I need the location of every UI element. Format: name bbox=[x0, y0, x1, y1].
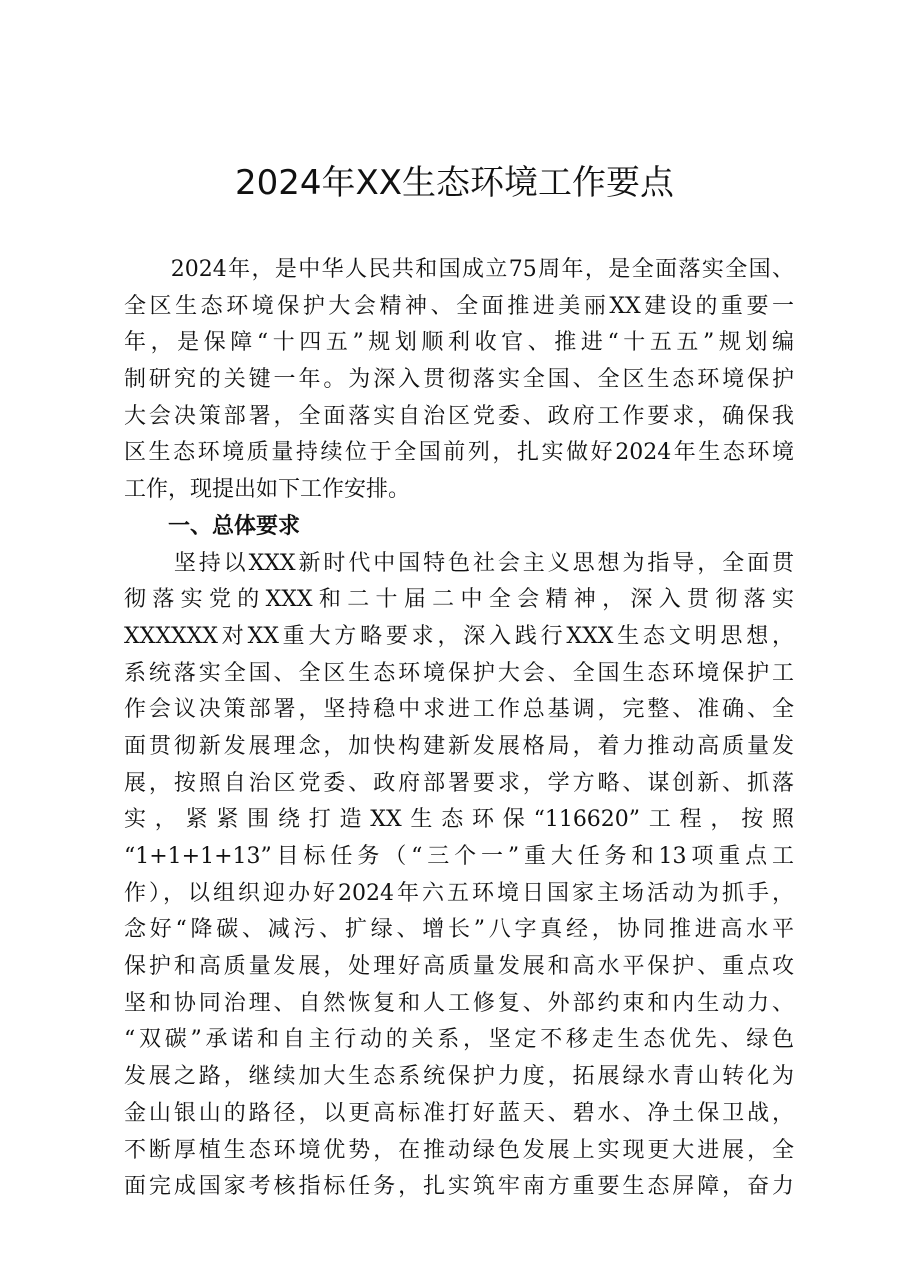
paragraph-line: 作），以组织迎办好2024年六五环境日国家主场活动为抓手， bbox=[124, 880, 794, 906]
paragraph-line: 面贯彻新发展理念，加快构建新发展格局，着力推动高质量发 bbox=[124, 733, 794, 759]
paragraph-line: 全区生态环境保护大会精神、全面推进美丽XX建设的重要一 bbox=[124, 293, 794, 319]
paragraph-line: “1+1+1+13”目标任务（“三个一”重大任务和13项重点工 bbox=[124, 844, 794, 869]
section-heading: 一、总体要求 bbox=[124, 513, 301, 539]
paragraph-line: 作会议决策部署，坚持稳中求进工作总基调，完整、准确、全 bbox=[124, 697, 794, 723]
paragraph-line: 金山银山的路径，以更高标准打好蓝天、碧水、净土保卫战， bbox=[124, 1100, 794, 1126]
paragraph-line: 工作，现提出如下工作安排。 bbox=[124, 477, 411, 503]
paragraph-line: 坚持以XXX新时代中国特色社会主义思想为指导，全面贯 bbox=[124, 550, 794, 576]
paragraph-line: 面完成国家考核指标任务，扎实筑牢南方重要生态屏障，奋力 bbox=[124, 1174, 794, 1200]
document-body bbox=[124, 252, 794, 1206]
paragraph-line: 不断厚植生态环境优势，在推动绿色发展上实现更大进展，全 bbox=[124, 1137, 794, 1163]
paragraph-line: 区生态环境质量持续位于全国前列，扎实做好2024年生态环境 bbox=[124, 440, 794, 466]
paragraph-line: XXXXXX对XX重大方略要求，深入践行XXX生态文明思想， bbox=[124, 623, 794, 649]
paragraph-line: 年，是保障“十四五”规划顺利收官、推进“十五五”规划编 bbox=[124, 330, 794, 356]
paragraph-line: 彻落实党的XXX和二十届二中全会精神，深入贯彻落实 bbox=[124, 587, 794, 613]
paragraph-line: 保护和高质量发展，处理好高质量发展和高水平保护、重点攻 bbox=[124, 954, 794, 980]
paragraph-line: 实，紧紧围绕打造XX生态环保“116620”工程，按照 bbox=[124, 807, 794, 833]
paragraph-line: 展，按照自治区党委、政府部署要求，学方略、谋创新、抓落 bbox=[124, 770, 794, 796]
paragraph-line: 制研究的关键一年。为深入贯彻落实全国、全区生态环境保护 bbox=[124, 367, 794, 393]
document-title: 2024年XX生态环境工作要点 bbox=[234, 163, 675, 203]
paragraph-line: “双碳”承诺和自主行动的关系，坚定不移走生态优先、绿色 bbox=[124, 1027, 794, 1053]
paragraph-line: 大会决策部署，全面落实自治区党委、政府工作要求，确保我 bbox=[124, 403, 794, 429]
paragraph-line: 2024年，是中华人民共和国成立75周年，是全面落实全国、 bbox=[124, 257, 794, 282]
paragraph-line: 系统落实全国、全区生态环境保护大会、全国生态环境保护工 bbox=[124, 660, 794, 686]
paragraph-line: 发展之路，继续加大生态系统保护力度，拓展绿水青山转化为 bbox=[124, 1064, 794, 1090]
paragraph-line: 念好“降碳、减污、扩绿、增长”八字真经，协同推进高水平 bbox=[124, 917, 794, 943]
paragraph-line: 坚和协同治理、自然恢复和人工修复、外部约束和内生动力、 bbox=[124, 990, 794, 1016]
